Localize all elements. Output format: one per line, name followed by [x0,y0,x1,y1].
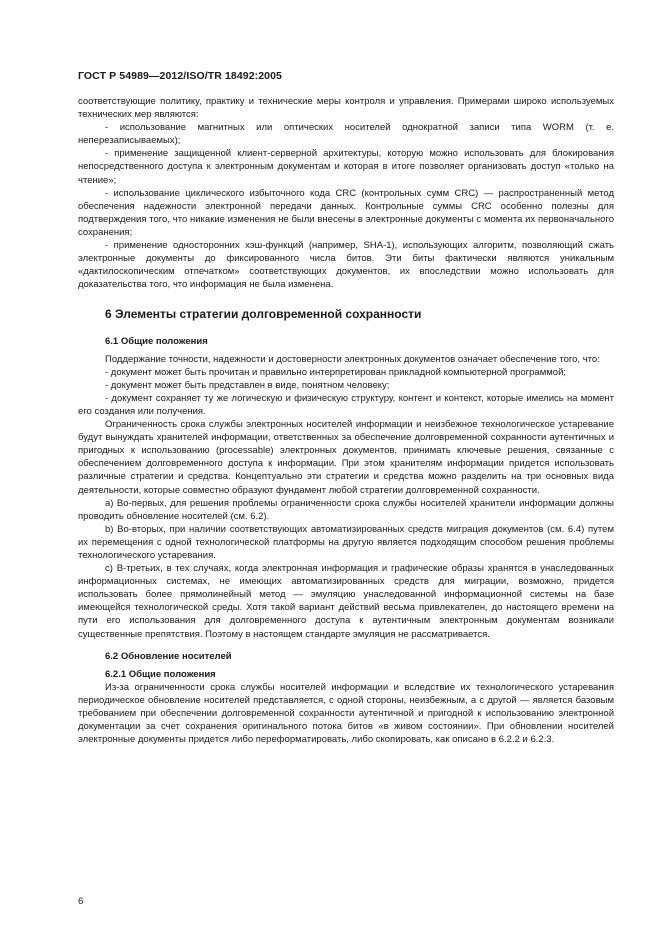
list-item: b) Во-вторых, при наличии соответствующих автоматизированных средств миграция документов (см. 6.4) путем их перемещения с одной технологической платформы на другую является подходящим способом решения проблемы технологического устаревания. [78,523,614,561]
subsection-heading: 6.2 Обновление носителей [105,650,232,662]
page-number: 6 [78,896,84,907]
list-item: a) Во-первых, для решения проблемы ограниченности срока службы носителей хранители информации должны проводить обновление носителей (см. 6.2). [78,497,614,522]
list-item: - документ может быть представлен в виде, понятном человеку; [105,379,390,391]
list-item: - использование циклического избыточного кода CRC (контрольных сумм CRC) — распространенный метод обеспечения надежности электронной передачи данных. Контрольные суммы CRC особенно полезны для подтверждения того, что никакие изменения не были внесены в электронные документы с момента их первоначального сохранения; [78,187,614,238]
list-item: - применение защищенной клиент-серверной архитектуры, которую можно использовать для блокирования непосредственного доступа к электронным документам и которая в итоге позволяет организовать доступ «только на чтение»; [78,148,614,186]
subsection-heading: 6.1 Общие положения [105,335,208,347]
list-item: - документ может быть прочитан и правильно интерпретирован прикладной компьютерной программой; [105,366,567,378]
document-header: ГОСТ Р 54989—2012/ISO/TR 18492:2005 [78,70,282,82]
list-item: - применение односторонних хэш-функций (например, SHA-1), использующих алгоритм, позволяющий сжать электронные документы до фиксированного числа битов. Эти биты фактически являются уникальным «дактилоскопическим отпечатком» соответствующих документов, их впоследствии можно использовать для доказательства того, что информация не была изменена. [78,240,614,291]
paragraph: Ограниченность срока службы электронных носителей информации и неизбежное технологическое устаревание будут вынуждать хранителей информации, ответственных за обеспечение долговременной сохранности аутентичных и пригодных к использованию (processable) электронных документов, принимать ключевые решения, связанные с обеспечением долговременного доступа к информации. При этом хранителям информации придется использовать различные стратегии и средства. Концептуально эти стратегии и средства можно разделить на три основных вида деятельности, которые совместно образуют фундамент любой стратегии долговременной сохранности. [78,419,614,496]
list-item: c) В-третьих, в тех случаях, когда электронная информация и графические образы хранятся в унаследованных информационных системах, не имеющих автоматизированных средств для миграции, возможно, придется использовать более прямолинейный метод — эмуляцию унаследованной информационной системы на базе имеющейся технологической среды. Хотя такой вариант действий весьма привлекателен, до настоящего времени на пути его использования для долговременного доступа к аутентичным электронным документам возникали существенные препятствия. Поэтому в настоящем стандарте эмуляция не рассматривается. [78,563,614,640]
subsubsection-heading: 6.2.1 Общие положения [105,668,216,680]
document-body [78,95,614,746]
list-item: - использование магнитных или оптических носителей однократной записи типа WORM (т. е. неперезаписываемых); [78,122,614,147]
paragraph: Из-за ограниченности срока службы носителей информации и вследствие их технологического устаревания периодическое обновление носителей представляется, с одной стороны, неизбежным, а с другой — является базовым требованием при обеспечении долговременной сохранности аутентичной и пригодной к использованию электронной документации за счет сохранения оригинального потока битов «в живом состоянии». При обновлении носителей электронные документы придется либо переформатировать, либо скопировать, как описано в 6.2.2 и 6.2.3. [78,681,614,746]
list-item: - документ сохраняет ту же логическую и физическую структуру, контент и контекст, которые имелись на момент его создания или получения. [78,392,614,417]
section-heading: 6 Элементы стратегии долговременной сохранности [105,307,422,322]
paragraph: соответствующие политику, практику и технические меры контроля и управления. Примерами широко используемых технических мер являются: [78,96,614,121]
paragraph: Поддержание точности, надежности и достоверности электронных документов означает обеспечение того, что: [105,353,600,365]
